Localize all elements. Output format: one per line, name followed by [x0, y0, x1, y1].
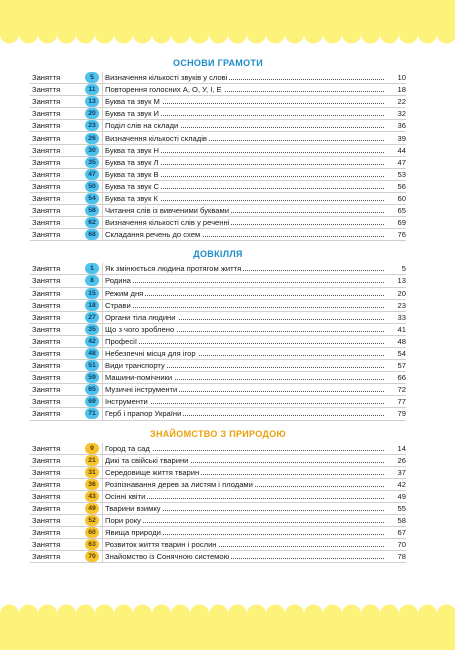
page-number: 60: [397, 193, 406, 203]
column-divider: [102, 348, 103, 359]
column-divider: [102, 372, 103, 383]
page-number: 69: [397, 218, 406, 228]
lesson-title: Страви: [105, 301, 384, 310]
lesson-label: Заняття: [32, 479, 61, 489]
page-number: 55: [397, 504, 406, 514]
lesson-number-badge: 5: [85, 72, 99, 83]
lesson-title: Тварини взимку: [105, 504, 384, 513]
page-number: 66: [397, 373, 406, 383]
section-nature: [30, 427, 406, 564]
column-divider: [102, 300, 103, 311]
lesson-title: Герб і прапор України: [105, 409, 384, 418]
lesson-number-badge: 26: [85, 133, 99, 144]
lesson-title: Що з чого зроблено: [105, 325, 384, 334]
page-number: 67: [397, 528, 406, 538]
column-divider: [102, 84, 103, 95]
lesson-number-badge: 36: [85, 479, 99, 490]
page-number: 5: [401, 264, 406, 274]
lesson-title: Читання слів із вивченими буквами: [105, 206, 384, 215]
page-number: 65: [397, 206, 406, 216]
lesson-label: Заняття: [32, 443, 61, 453]
lesson-title: Буква та звук М: [105, 97, 384, 106]
lesson-title: Небезпечні місця для ігор: [105, 349, 384, 358]
lesson-label: Заняття: [32, 552, 61, 562]
column-divider: [102, 275, 103, 286]
lesson-title: Буква та звук Н: [105, 146, 384, 155]
lesson-number-badge: 47: [85, 169, 99, 180]
column-divider: [102, 229, 103, 240]
lesson-title: Поділ слів на склади: [105, 121, 384, 130]
toc-row: [30, 84, 406, 96]
toc-row: [30, 396, 406, 408]
lesson-label: Заняття: [32, 264, 61, 274]
section-title: ЗНАЙОМСТВО З ПРИРОДОЮ: [150, 428, 286, 439]
page-number: 20: [397, 288, 406, 298]
page-number: 10: [397, 73, 406, 83]
toc-row: [30, 312, 406, 324]
column-divider: [102, 132, 103, 143]
lesson-title: Буква та звук И: [105, 109, 384, 118]
lesson-number-badge: 20: [85, 108, 99, 119]
lesson-title: Визначення кількості слів у реченні: [105, 218, 384, 227]
lesson-number-badge: 31: [85, 467, 99, 478]
dot-leader: [105, 307, 384, 308]
lesson-title: Знайомство із Сонячною системою: [105, 552, 384, 561]
lesson-label: Заняття: [32, 467, 61, 477]
lesson-label: Заняття: [32, 157, 61, 167]
section-environment: [30, 247, 406, 420]
lesson-label: Заняття: [32, 455, 61, 465]
page-number: 70: [397, 540, 406, 550]
lesson-label: Заняття: [32, 276, 61, 286]
lesson-number-badge: 27: [85, 312, 99, 323]
page-number: 78: [397, 552, 406, 562]
lesson-number-badge: 23: [85, 120, 99, 131]
page-number: 33: [397, 312, 406, 322]
lesson-label: Заняття: [32, 206, 61, 216]
toc-row: [30, 408, 406, 420]
lesson-title: Город та сад: [105, 444, 384, 453]
lesson-number-badge: 35: [85, 157, 99, 168]
lesson-label: Заняття: [32, 97, 61, 107]
lesson-number-badge: 59: [85, 372, 99, 383]
page-number: 53: [397, 169, 406, 179]
lesson-number-badge: 58: [85, 205, 99, 216]
lesson-title: Осінні квіти: [105, 492, 384, 501]
toc-row: [30, 527, 406, 539]
lesson-label: Заняття: [32, 397, 61, 407]
lesson-label: Заняття: [32, 121, 61, 131]
toc-row: [30, 263, 406, 275]
page-number: 42: [397, 479, 406, 489]
lesson-title: Пори року: [105, 516, 384, 525]
page-number: 54: [397, 349, 406, 359]
column-divider: [102, 467, 103, 478]
lesson-title: Буква та звук К: [105, 194, 384, 203]
lesson-number-badge: 62: [85, 217, 99, 228]
lesson-label: Заняття: [32, 73, 61, 83]
toc-row: [30, 217, 406, 229]
column-divider: [102, 443, 103, 454]
page-number: 13: [397, 276, 406, 286]
toc-row: [30, 120, 406, 132]
lesson-title: Визначення кількості звуків у слові: [105, 73, 384, 82]
lesson-label: Заняття: [32, 230, 61, 240]
toc-row: [30, 229, 406, 241]
section-title: ДОВКІЛЛЯ: [193, 249, 243, 260]
lesson-number-badge: 52: [85, 515, 99, 526]
lesson-label: Заняття: [32, 361, 61, 371]
dot-leader: [105, 295, 384, 296]
page-number: 26: [397, 455, 406, 465]
page-number: 79: [397, 409, 406, 419]
column-divider: [102, 384, 103, 395]
toc-row: [30, 132, 406, 144]
page-number: 49: [397, 491, 406, 501]
lesson-label: Заняття: [32, 145, 61, 155]
toc-row: [30, 539, 406, 551]
dot-leader: [105, 282, 384, 283]
toc-row: [30, 348, 406, 360]
lesson-number-badge: 69: [85, 396, 99, 407]
column-divider: [102, 408, 103, 419]
lesson-title: Інструменти: [105, 397, 384, 406]
toc-row: [30, 491, 406, 503]
column-divider: [102, 515, 103, 526]
bottom-wave-decoration: [0, 588, 455, 650]
dot-leader: [105, 522, 384, 523]
column-divider: [102, 360, 103, 371]
lesson-label: Заняття: [32, 218, 61, 228]
toc-row: [30, 479, 406, 491]
lesson-number-badge: 9: [85, 443, 99, 454]
lesson-label: Заняття: [32, 133, 61, 143]
toc-row: [30, 360, 406, 372]
lesson-number-badge: 48: [85, 348, 99, 359]
lesson-number-badge: 30: [85, 145, 99, 156]
page-number: 36: [397, 121, 406, 131]
toc-row: [30, 193, 406, 205]
page-number: 22: [397, 97, 406, 107]
lesson-title: Буква та звук Л: [105, 158, 384, 167]
lesson-label: Заняття: [32, 324, 61, 334]
lesson-title: Розпізнавання дерев за листям і плодами: [105, 480, 384, 489]
lesson-title: Явища природи: [105, 528, 384, 537]
column-divider: [102, 288, 103, 299]
lesson-number-badge: 68: [85, 229, 99, 240]
lesson-label: Заняття: [32, 528, 61, 538]
toc-row: [30, 515, 406, 527]
column-divider: [102, 336, 103, 347]
lesson-title: Музичні інструменти: [105, 385, 384, 394]
page-number: 72: [397, 385, 406, 395]
lesson-title: Види транспорту: [105, 361, 384, 370]
page-number: 47: [397, 157, 406, 167]
page-number: 76: [397, 230, 406, 240]
column-divider: [102, 96, 103, 107]
lesson-number-badge: 50: [85, 181, 99, 192]
page-number: 18: [397, 85, 406, 95]
column-divider: [102, 108, 103, 119]
lesson-label: Заняття: [32, 85, 61, 95]
lesson-label: Заняття: [32, 300, 61, 310]
page-number: 14: [397, 443, 406, 453]
page-number: 48: [397, 336, 406, 346]
column-divider: [102, 193, 103, 204]
page-number: 58: [397, 516, 406, 526]
toc-row: [30, 443, 406, 455]
column-divider: [102, 503, 103, 514]
lesson-label: Заняття: [32, 409, 61, 419]
lesson-number-badge: 54: [85, 193, 99, 204]
lesson-number-badge: 49: [85, 503, 99, 514]
lesson-number-badge: 51: [85, 360, 99, 371]
column-divider: [102, 217, 103, 228]
column-divider: [102, 263, 103, 274]
column-divider: [102, 324, 103, 335]
lesson-label: Заняття: [32, 349, 61, 359]
toc-row: [30, 181, 406, 193]
toc-row: [30, 372, 406, 384]
column-divider: [102, 169, 103, 180]
toc-row: [30, 275, 406, 287]
column-divider: [102, 527, 103, 538]
lesson-title: Буква та звук С: [105, 182, 384, 191]
lesson-title: Складання речень до схем: [105, 230, 384, 239]
column-divider: [102, 551, 103, 562]
lesson-title: Професії: [105, 337, 384, 346]
column-divider: [102, 145, 103, 156]
lesson-title: Повторення голосних А, О, У, І, Е: [105, 85, 384, 94]
lesson-label: Заняття: [32, 336, 61, 346]
lesson-title: Розвиток життя тварин і рослин: [105, 540, 384, 549]
lesson-title: Машини-помічники: [105, 373, 384, 382]
lesson-label: Заняття: [32, 193, 61, 203]
page-number: 77: [397, 397, 406, 407]
toc-row: [30, 551, 406, 563]
page-number: 56: [397, 181, 406, 191]
lesson-number-badge: 60: [85, 527, 99, 538]
lesson-number-badge: 70: [85, 551, 99, 562]
column-divider: [102, 120, 103, 131]
lesson-title: Дикі та свійські тварини: [105, 456, 384, 465]
lesson-label: Заняття: [32, 491, 61, 501]
column-divider: [102, 312, 103, 323]
column-divider: [102, 491, 103, 502]
toc-row: [30, 169, 406, 181]
section-basics-of-literacy: [30, 56, 406, 241]
page-number: 39: [397, 133, 406, 143]
table-of-contents: [30, 56, 406, 563]
page-number: 57: [397, 361, 406, 371]
lesson-label: Заняття: [32, 312, 61, 322]
lesson-number-badge: 35: [85, 324, 99, 335]
lesson-number-badge: 1: [85, 263, 99, 274]
toc-row: [30, 157, 406, 169]
lesson-title: Режим дня: [105, 289, 384, 298]
column-divider: [102, 479, 103, 490]
lesson-number-badge: 43: [85, 491, 99, 502]
page-number: 41: [397, 324, 406, 334]
lesson-number-badge: 15: [85, 288, 99, 299]
lesson-label: Заняття: [32, 109, 61, 119]
column-divider: [102, 455, 103, 466]
lesson-title: Середовище життя тварин: [105, 468, 384, 477]
toc-row: [30, 205, 406, 217]
page-number: 32: [397, 109, 406, 119]
toc-row: [30, 384, 406, 396]
lesson-label: Заняття: [32, 385, 61, 395]
toc-row: [30, 336, 406, 348]
lesson-title: Родина: [105, 276, 384, 285]
lesson-number-badge: 11: [85, 84, 99, 95]
column-divider: [102, 72, 103, 83]
lesson-label: Заняття: [32, 373, 61, 383]
page-number: 23: [397, 300, 406, 310]
toc-row: [30, 455, 406, 467]
page-number: 44: [397, 145, 406, 155]
lesson-label: Заняття: [32, 516, 61, 526]
dot-leader: [105, 343, 384, 344]
toc-row: [30, 288, 406, 300]
column-divider: [102, 181, 103, 192]
top-wave-decoration: [0, 0, 455, 48]
lesson-label: Заняття: [32, 288, 61, 298]
lesson-number-badge: 71: [85, 408, 99, 419]
column-divider: [102, 539, 103, 550]
toc-row: [30, 503, 406, 515]
toc-row: [30, 96, 406, 108]
lesson-label: Заняття: [32, 169, 61, 179]
lesson-label: Заняття: [32, 540, 61, 550]
lesson-title: Як змінюється людина протягом життя: [105, 264, 384, 273]
lesson-number-badge: 18: [85, 300, 99, 311]
lesson-label: Заняття: [32, 504, 61, 514]
lesson-number-badge: 63: [85, 539, 99, 550]
lesson-number-badge: 42: [85, 336, 99, 347]
lesson-label: Заняття: [32, 181, 61, 191]
column-divider: [102, 396, 103, 407]
lesson-number-badge: 65: [85, 384, 99, 395]
toc-row: [30, 467, 406, 479]
toc-row: [30, 108, 406, 120]
lesson-title: Буква та звук В: [105, 170, 384, 179]
lesson-number-badge: 8: [85, 275, 99, 286]
lesson-number-badge: 13: [85, 96, 99, 107]
section-title: ОСНОВИ ГРАМОТИ: [173, 58, 263, 68]
toc-row: [30, 72, 406, 84]
page-number: 37: [397, 467, 406, 477]
toc-row: [30, 300, 406, 312]
lesson-title: Визначення кількості складів: [105, 134, 384, 143]
lesson-number-badge: 21: [85, 455, 99, 466]
toc-row: [30, 145, 406, 157]
column-divider: [102, 157, 103, 168]
lesson-title: Органи тіла людини: [105, 313, 384, 322]
toc-row: [30, 324, 406, 336]
column-divider: [102, 205, 103, 216]
